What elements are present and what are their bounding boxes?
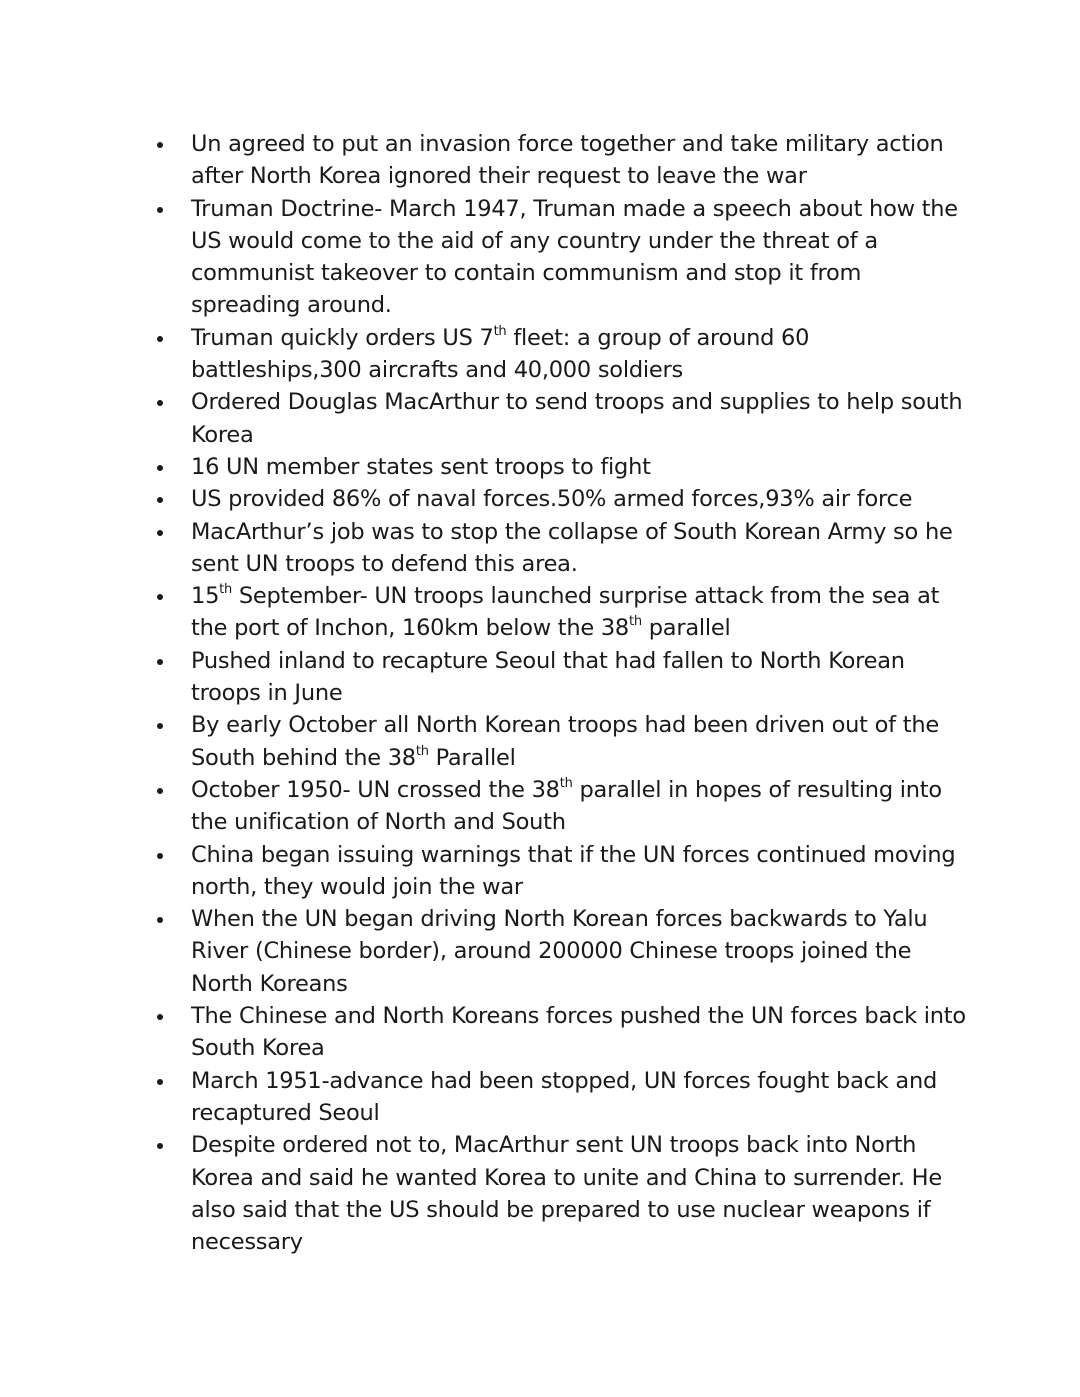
- list-item-text: [191, 839, 970, 904]
- list-item: [150, 1000, 970, 1065]
- bullet-dot-icon: [157, 530, 163, 536]
- list-item-text: [191, 1065, 970, 1130]
- list-item: [150, 903, 970, 1000]
- bullet-dot-icon: [157, 465, 163, 471]
- list-item-text: [191, 1000, 970, 1065]
- text-run: March 1951-advance had been stopped, UN forces fought back and recaptured Seoul: [191, 1067, 937, 1126]
- bullet-dot-icon: [157, 594, 163, 600]
- list-item: [150, 193, 970, 322]
- bullet-dot-icon: [157, 723, 163, 729]
- list-item: [150, 774, 970, 839]
- superscript-suffix: th: [493, 323, 507, 339]
- list-item-text: [191, 386, 970, 451]
- list-item: [150, 322, 970, 387]
- bullet-dot-icon: [157, 788, 163, 794]
- text-run: Truman quickly orders US 7: [191, 324, 494, 351]
- bullet-dot-icon: [157, 497, 163, 503]
- list-item-text: [191, 128, 970, 193]
- bullet-dot-icon: [157, 1079, 163, 1085]
- superscript-suffix: th: [219, 582, 232, 598]
- bullet-dot-icon: [157, 207, 163, 213]
- bullet-dot-icon: [157, 142, 163, 148]
- list-item-text: [191, 483, 970, 515]
- list-item: [150, 451, 970, 483]
- text-run: China began issuing warnings that if the UN forces continued moving north, they would join the war: [191, 841, 956, 900]
- list-item: [150, 516, 970, 581]
- text-run: US provided 86% of naval forces.50% armed forces,93% air force: [191, 486, 913, 513]
- text-run: Ordered Douglas MacArthur to send troops and supplies to help south Korea: [191, 389, 963, 448]
- text-run: October 1950- UN crossed the 38: [191, 776, 560, 803]
- list-item: [150, 1129, 970, 1258]
- list-item: [150, 128, 970, 193]
- text-run: September- UN troops launched surprise attack from the sea at the port of Inchon, 160km below the 38: [191, 583, 940, 642]
- superscript-suffix: th: [629, 614, 642, 630]
- list-item-text: [191, 1129, 970, 1258]
- text-run: Parallel: [428, 744, 516, 771]
- list-item-text: [191, 580, 970, 645]
- list-item-text: [191, 774, 970, 839]
- text-run: Truman Doctrine- March 1947, Truman made a speech about how the US would come to the aid of any country under the threat of a communist takeover to contain communism and stop it from spreading around.: [191, 195, 958, 319]
- text-run: 16 UN member states sent troops to fight: [191, 453, 651, 480]
- superscript-suffix: th: [559, 775, 573, 791]
- text-run: parallel: [641, 615, 731, 642]
- text-run: parallel in hopes of resulting into the unification of North and South: [191, 776, 942, 836]
- text-run: The Chinese and North Koreans forces pushed the UN forces back into South Korea: [191, 1003, 966, 1062]
- list-item-text: [191, 903, 970, 1000]
- bullet-dot-icon: [157, 659, 163, 665]
- list-item: [150, 645, 970, 710]
- bullet-dot-icon: [157, 336, 163, 342]
- bullet-dot-icon: [157, 1143, 163, 1149]
- list-item-text: [191, 193, 970, 322]
- list-item-text: [191, 516, 970, 581]
- list-item: [150, 709, 970, 774]
- bullet-dot-icon: [157, 853, 163, 859]
- list-item-text: [191, 645, 970, 710]
- text-run: By early October all North Korean troops had been driven out of the South behind the 38: [191, 712, 939, 771]
- bullet-dot-icon: [157, 917, 163, 923]
- bullet-dot-icon: [157, 400, 163, 406]
- text-run: MacArthur’s job was to stop the collapse of South Korean Army so he sent UN troops to defend this area.: [191, 518, 953, 577]
- list-item-text: [191, 322, 970, 387]
- text-run: Despite ordered not to, MacArthur sent UN troops back into North Korea and said he wanted Korea to unite and China to surrender. He also said that the US should be prepared to use nuclear weapons if necessary: [191, 1132, 942, 1256]
- superscript-suffix: th: [415, 743, 429, 759]
- list-item: [150, 483, 970, 515]
- list-item-text: [191, 709, 970, 774]
- bullet-list: [150, 128, 970, 1258]
- list-item-text: [191, 451, 970, 483]
- text-run: 15: [191, 583, 220, 610]
- list-item: [150, 580, 970, 645]
- list-item: [150, 1065, 970, 1130]
- list-item: [150, 839, 970, 904]
- text-run: Un agreed to put an invasion force together and take military action after North Korea ignored their request to leave the war: [191, 131, 944, 190]
- text-run: fleet: a group of around 60 battleships,300 aircrafts and 40,000 soldiers: [191, 324, 810, 384]
- bullet-dot-icon: [157, 1014, 163, 1020]
- text-run: When the UN began driving North Korean forces backwards to Yalu River (Chinese border), around 200000 Chinese troops joined the North Koreans: [191, 906, 928, 997]
- list-item: [150, 386, 970, 451]
- text-run: Pushed inland to recapture Seoul that had fallen to North Korean troops in June: [191, 647, 905, 707]
